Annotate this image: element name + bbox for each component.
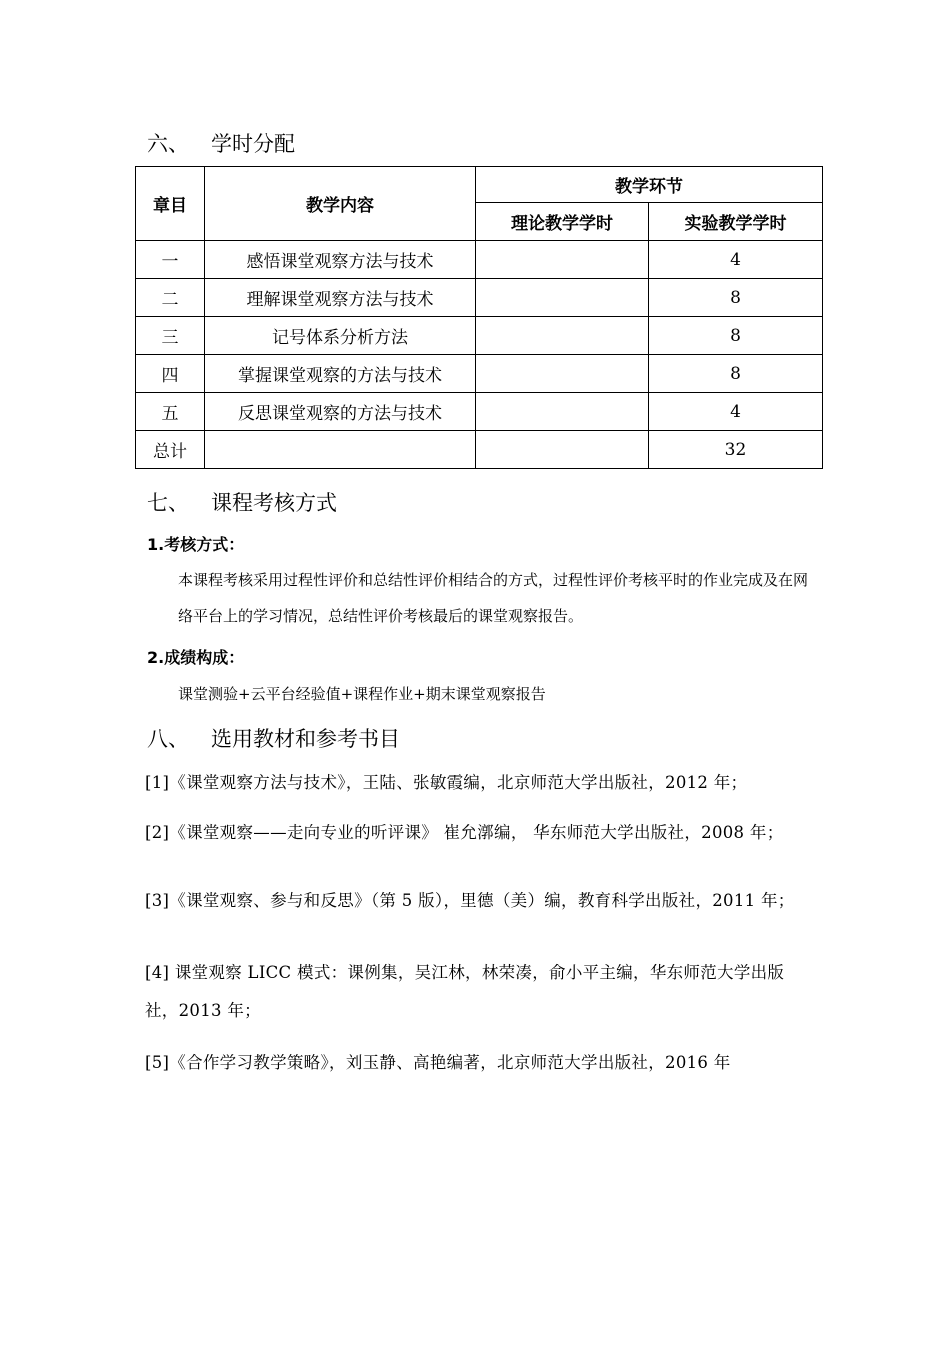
cell-content bbox=[205, 431, 476, 469]
cell-chapter: 二 bbox=[136, 279, 205, 317]
cell-lab: 8 bbox=[649, 279, 823, 317]
table-total-row bbox=[136, 431, 823, 469]
table-row bbox=[136, 393, 823, 431]
cell-lab: 4 bbox=[649, 241, 823, 279]
table-row bbox=[136, 317, 823, 355]
section-title: 学时分配 bbox=[211, 132, 295, 156]
cell-theory bbox=[476, 355, 649, 393]
header-theory-hours: 理论教学学时 bbox=[476, 203, 649, 241]
cell-lab: 4 bbox=[649, 393, 823, 431]
section-number: 八、 bbox=[147, 727, 189, 751]
section-title: 课程考核方式 bbox=[211, 491, 337, 515]
section-7-heading bbox=[147, 487, 337, 517]
header-lab-hours: 实验教学学时 bbox=[649, 203, 823, 241]
cell-theory bbox=[476, 279, 649, 317]
grade-composition-heading: 2.成绩构成： bbox=[147, 648, 245, 667]
hours-allocation-table bbox=[135, 166, 823, 469]
cell-lab: 8 bbox=[649, 317, 823, 355]
section-number: 七、 bbox=[147, 491, 189, 515]
section-title: 选用教材和参考书目 bbox=[211, 727, 400, 751]
cell-lab: 8 bbox=[649, 355, 823, 393]
header-chapter: 章目 bbox=[136, 167, 205, 241]
paragraph-text: 本课程考核采用过程性评价和总结性评价相结合的方式，过程性评价考核平时的作业完成及在网络平台上的学习情况，总结性评价考核最后的课堂观察报告。 bbox=[178, 571, 809, 625]
header-teaching-stage: 教学环节 bbox=[476, 167, 823, 203]
reference-item: [4] 课堂观察 LICC 模式：课例集，吴江林，林荣凑，俞小平主编，华东师范大学出版社，2013 年； bbox=[145, 963, 785, 1020]
cell-theory bbox=[476, 241, 649, 279]
cell-lab: 32 bbox=[649, 431, 823, 469]
cell-content: 记号体系分析方法 bbox=[205, 317, 476, 355]
cell-theory bbox=[476, 431, 649, 469]
section-6-heading bbox=[147, 128, 295, 158]
reference-item: [3]《课堂观察、参与和反思》（第 5 版），里德（美）编，教育科学出版社，2011 年； bbox=[145, 891, 795, 910]
cell-chapter: 一 bbox=[136, 241, 205, 279]
cell-chapter: 五 bbox=[136, 393, 205, 431]
table-header-row bbox=[136, 167, 823, 203]
grade-composition-text: 课堂测验+云平台经验值+课程作业+期末课堂观察报告 bbox=[178, 685, 546, 703]
header-content: 教学内容 bbox=[205, 167, 476, 241]
cell-content: 掌握课堂观察的方法与技术 bbox=[205, 355, 476, 393]
table-row bbox=[136, 355, 823, 393]
cell-theory bbox=[476, 393, 649, 431]
cell-content: 反思课堂观察的方法与技术 bbox=[205, 393, 476, 431]
section-8-heading bbox=[147, 723, 400, 753]
reference-item: [2]《课堂观察——走向专业的听评课》 崔允漷编， 华东师范大学出版社，2008 年； bbox=[145, 823, 784, 842]
cell-chapter: 四 bbox=[136, 355, 205, 393]
assessment-method-heading: 1.考核方式： bbox=[147, 535, 245, 554]
cell-chapter: 总计 bbox=[136, 431, 205, 469]
cell-chapter: 三 bbox=[136, 317, 205, 355]
assessment-method-paragraph bbox=[145, 562, 817, 634]
table-row bbox=[136, 279, 823, 317]
cell-content: 感悟课堂观察方法与技术 bbox=[205, 241, 476, 279]
cell-content: 理解课堂观察方法与技术 bbox=[205, 279, 476, 317]
reference-item: [1]《课堂观察方法与技术》，王陆、张敏霞编，北京师范大学出版社，2012 年； bbox=[145, 773, 748, 792]
table-row bbox=[136, 241, 823, 279]
cell-theory bbox=[476, 317, 649, 355]
reference-item: [5]《合作学习教学策略》，刘玉静、高艳编著，北京师范大学出版社，2016 年 bbox=[145, 1053, 731, 1072]
section-number: 六、 bbox=[147, 132, 189, 156]
